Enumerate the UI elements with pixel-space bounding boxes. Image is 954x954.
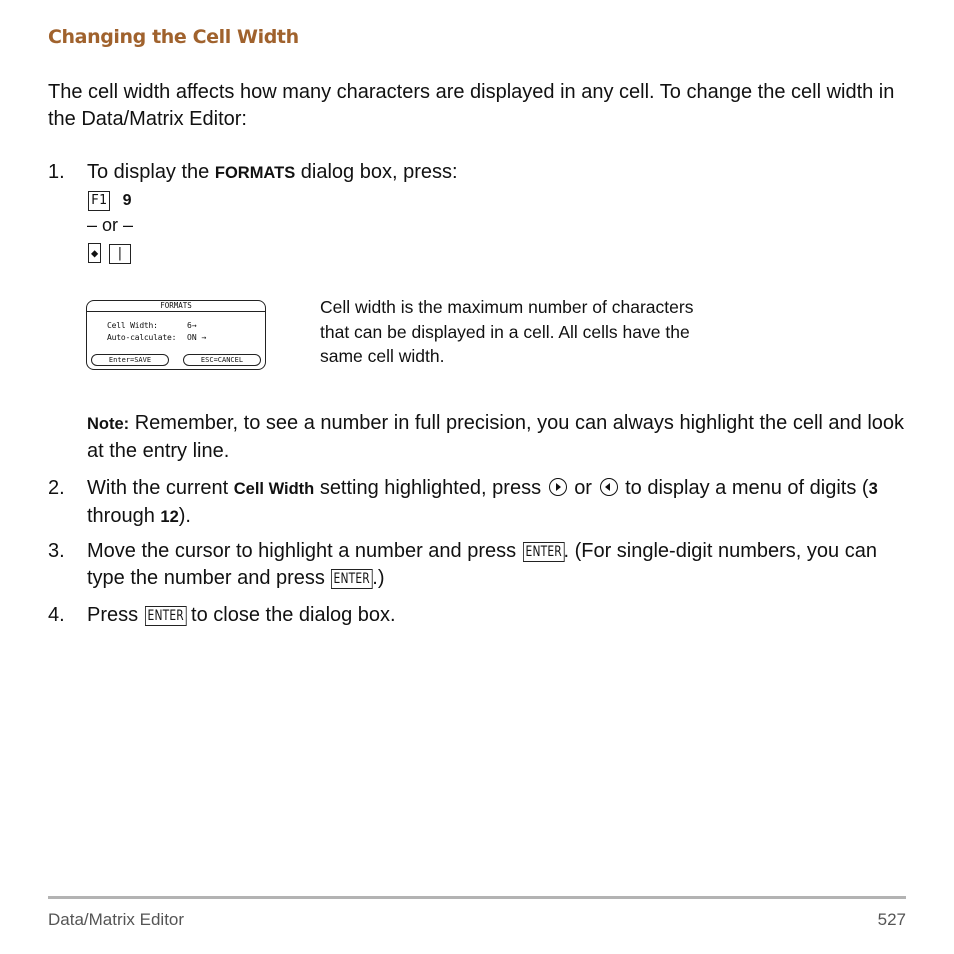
or-separator: – or – — [87, 215, 134, 235]
formats-dialog-screenshot — [86, 300, 266, 370]
key-sequence-2 — [87, 239, 132, 265]
step-number: 2. — [48, 477, 65, 499]
dialog-name: FORMATS — [214, 164, 296, 182]
f1-key-icon: F1 — [88, 191, 110, 211]
dialog-title: FORMATS — [87, 301, 265, 312]
screenshot-caption: Cell width is the maximum number of characters that can be displayed in a cell. All cells have the same cell width. — [320, 297, 694, 366]
step-text: Press ENTER to close the dialog box. — [87, 604, 396, 626]
enter-key-icon: ENTER — [145, 606, 186, 626]
cancel-pill: ESC=CANCEL — [183, 354, 261, 366]
diamond-key-icon: ◆ — [88, 243, 101, 263]
step-number: 1. — [48, 161, 65, 183]
setting-name: Cell Width — [233, 480, 315, 498]
left-arrow-key-icon — [600, 478, 618, 496]
note-text: Remember, to see a number in full precision, you can always highlight the cell and look at the entry line. — [87, 412, 905, 462]
footer-section-title: Data/Matrix Editor — [48, 910, 185, 929]
save-pill: Enter=SAVE — [91, 354, 169, 366]
step-text: To display the FORMATS dialog box, press: — [87, 161, 458, 183]
step-text: With the current Cell Width setting highlighted, press or to display a menu of digits (3 through 12). — [87, 477, 878, 527]
bar-key-icon: | — [109, 244, 131, 264]
auto-calculate-value: ON → — [187, 333, 207, 342]
step-text: Move the cursor to highlight a number and press ENTER. (For single-digit numbers, you can type the number and press ENTER.) — [87, 540, 877, 589]
enter-key-icon: ENTER — [523, 542, 564, 562]
note-label: Note: — [87, 415, 130, 433]
section-heading: Changing the Cell Width — [48, 26, 299, 48]
footer-divider — [48, 896, 906, 899]
key-9: 9 — [122, 192, 132, 209]
key-sequence-1 — [87, 186, 132, 214]
cell-width-value: 6→ — [187, 321, 197, 330]
page-number: 527 — [877, 910, 906, 929]
right-arrow-key-icon — [549, 478, 567, 496]
step-number: 4. — [48, 604, 65, 626]
note-paragraph — [87, 410, 917, 465]
enter-key-icon: ENTER — [331, 569, 372, 589]
auto-calculate-label: Auto-calculate: — [107, 333, 177, 342]
cell-width-label: Cell Width: — [107, 321, 158, 330]
intro-paragraph: The cell width affects how many characters are displayed in any cell. To change the cell width in the Data/Matrix Editor: — [48, 81, 895, 130]
step-number: 3. — [48, 540, 65, 562]
